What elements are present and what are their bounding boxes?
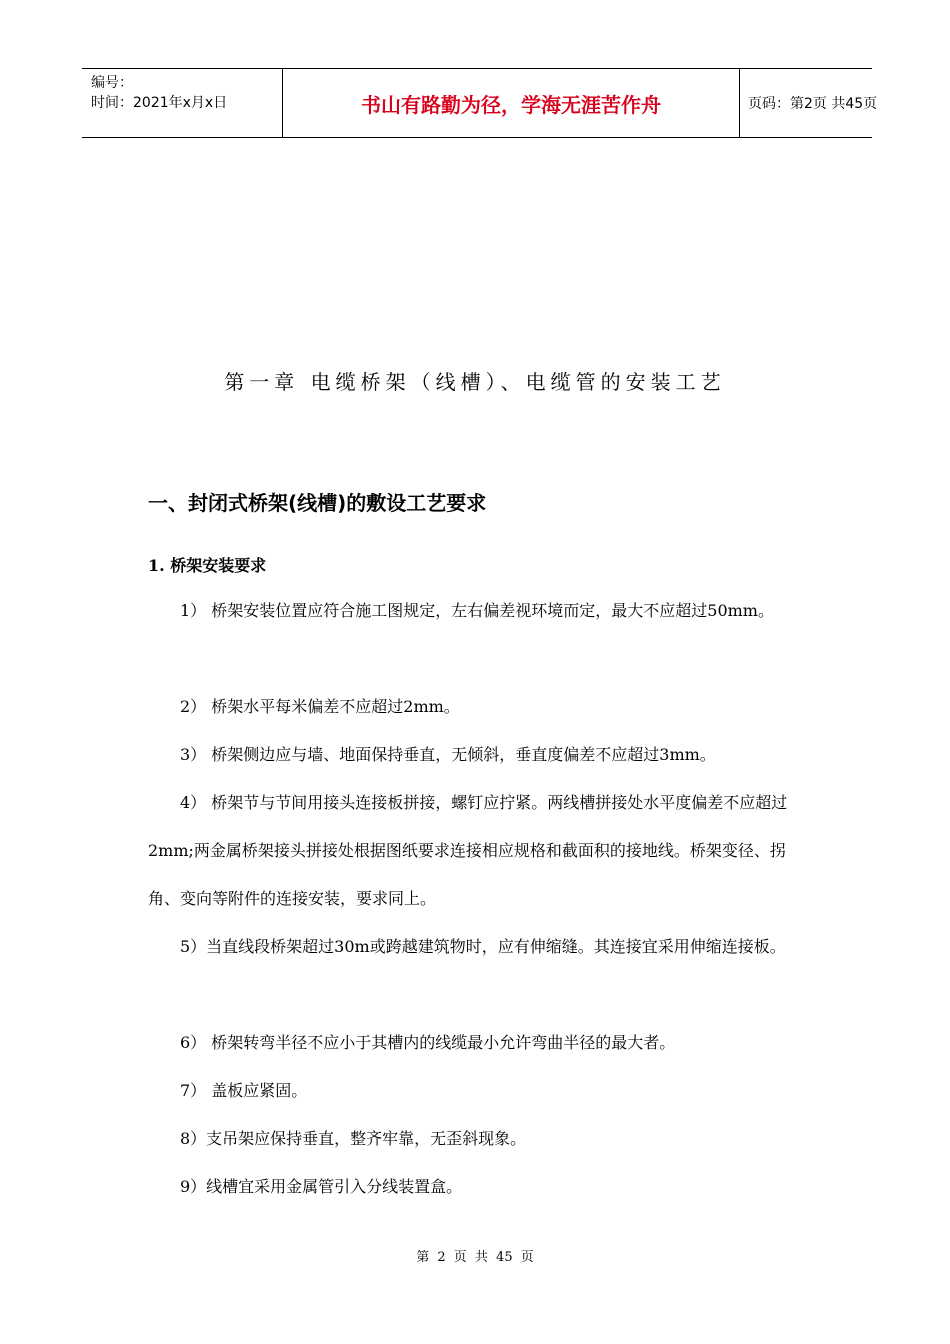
page-header [82,68,878,138]
paragraph-7 [148,1067,810,1115]
paragraph-9 [148,1163,810,1211]
header-meta [82,69,282,137]
header-page-info: 页码：第2页 共45页 [748,96,878,112]
sub-title: 1. 桥架安装要求 [148,556,267,575]
paragraph-1 [148,587,810,635]
paragraph-5-text: 5）当直线段桥架超过30m或跨越建筑物时，应有伸缩缝。其连接宜采用伸缩连接板。 [180,937,786,956]
section-title: 一、封闭式桥架(线槽)的敷设工艺要求 [148,491,487,515]
paragraph-8-text: 8）支吊架应保持垂直，整齐牢靠，无歪斜现象。 [180,1129,527,1148]
paragraph-6 [148,1019,810,1067]
paragraph-4 [148,779,810,923]
header-motto: 书山有路勤为径，学海无涯苦作舟 [361,92,661,117]
paragraph-3-text: 3） 桥架侧边应与墙、地面保持垂直，无倾斜，垂直度偏差不应超过3mm。 [180,745,716,764]
paragraph-2 [148,683,810,731]
paragraph-8 [148,1115,810,1163]
paragraph-5 [148,923,810,971]
time-label: 时间：2021年x月x日 [91,95,228,111]
page-footer: 第 2 页 共 45 页 [416,1250,534,1265]
paragraph-4-text: 4） 桥架节与节间用接头连接板拼接，螺钉应拧紧。两线槽拼接处水平度偏差不应超过2mm;两金属桥架接头拼接处根据图纸要求连接相应规格和截面积的接地线。桥架变径、拐角、变向等附件的连接安装，要求同上。 [148,793,788,908]
paragraph-9-text: 9）线槽宜采用金属管引入分线装置盒。 [180,1177,463,1196]
chapter-title: 第一章 电缆桥架（线槽）、电缆管的安装工艺 [224,370,726,394]
paragraph-7-text: 7） 盖板应紧固。 [180,1081,308,1100]
header-motto-cell [282,69,740,137]
paragraph-1-text: 1） 桥架安装位置应符合施工图规定，左右偏差视环境而定，最大不应超过50mm。 [180,601,774,620]
number-label: 编号： [91,75,133,91]
paragraph-6-text: 6） 桥架转弯半径不应小于其槽内的线缆最小允许弯曲半径的最大者。 [180,1033,676,1052]
paragraph-3 [148,731,810,779]
paragraph-2-text: 2） 桥架水平每米偏差不应超过2mm。 [180,697,460,716]
